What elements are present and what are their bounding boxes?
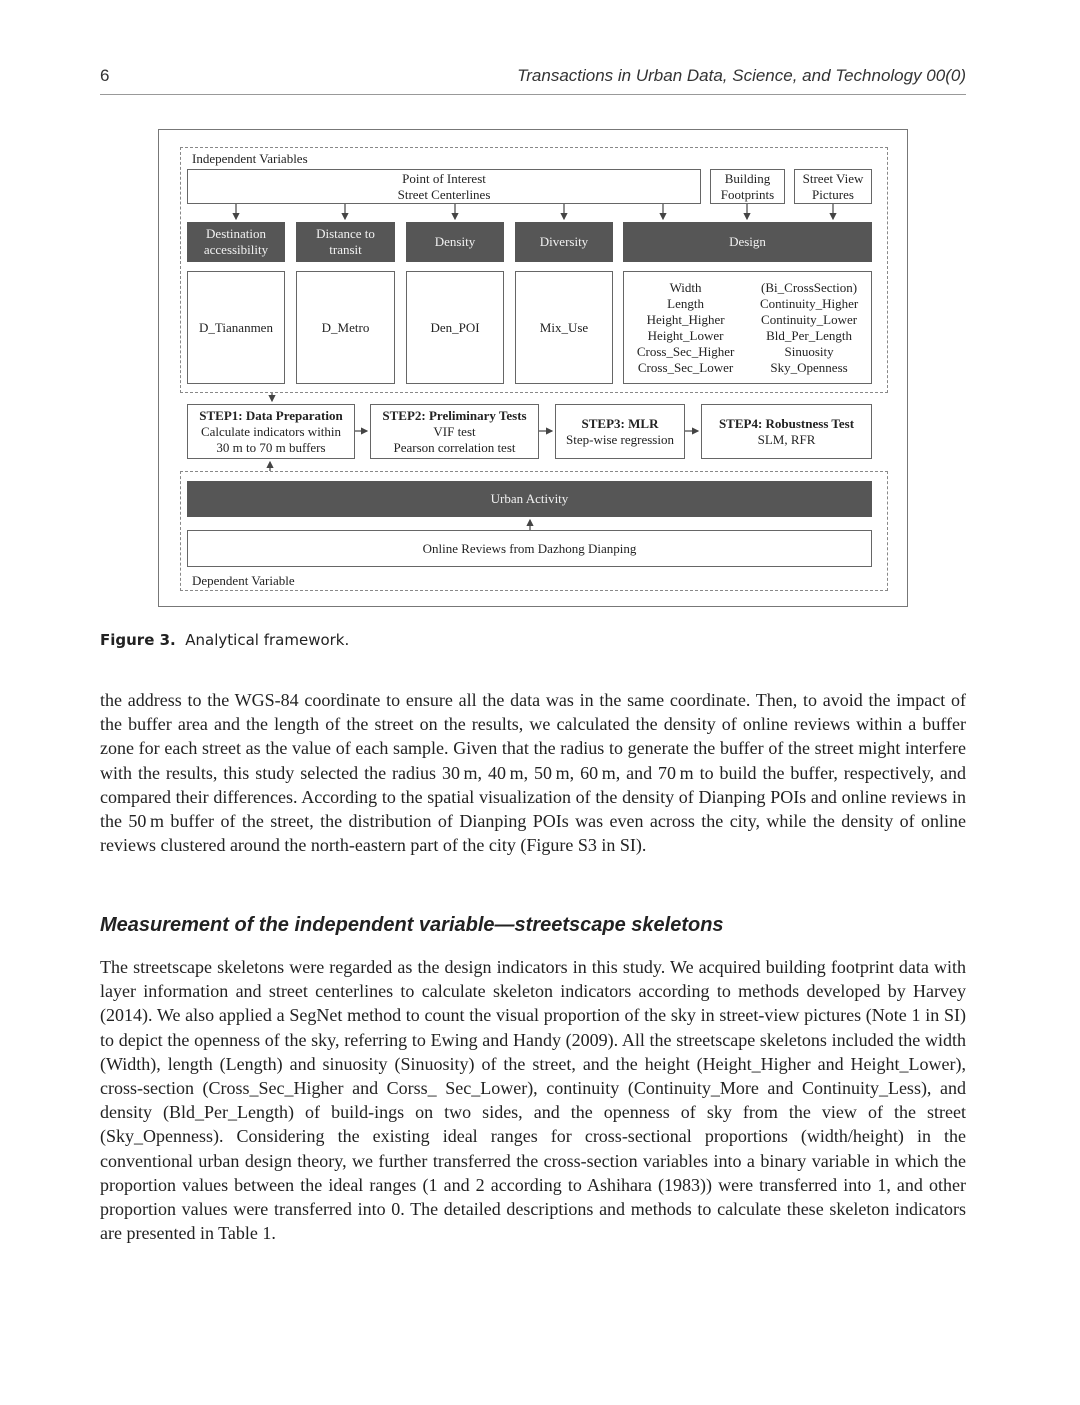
centerlines-label: Street Centerlines (397, 186, 491, 202)
step-title: STEP1: Data Preparation (199, 407, 343, 423)
step-line: SLM, RFR (757, 431, 816, 447)
online-reviews-label: Online Reviews from Dazhong Dianping (422, 540, 637, 556)
category-label-line: Destination (206, 226, 266, 241)
category-label-line: Design (729, 234, 766, 249)
indicator-label: D_Tiananmen (199, 319, 273, 335)
design-indicator: Sky_Openness (770, 359, 848, 375)
design-indicator: Width (669, 279, 702, 295)
step-title: STEP4: Robustness Test (718, 415, 855, 431)
dependent-variable-label: Dependent Variable (192, 573, 295, 588)
category-label-line: Distance to (316, 226, 375, 241)
step-line: VIF test (433, 423, 476, 439)
indicator-label: Mix_Use (539, 319, 589, 335)
journal-title: Transactions in Urban Data, Science, and Technology 00(0) (517, 66, 966, 85)
section-heading: Measurement of the independent variable—streetscape skeletons (100, 914, 724, 936)
footprints-label: Footprints (720, 186, 775, 202)
analytical-framework-figure (0, 0, 1080, 620)
category-label-line: accessibility (203, 242, 269, 257)
design-indicator: (Bi_CrossSection) (761, 279, 858, 295)
step-line: Pearson correlation test (393, 439, 516, 455)
body-paragraph-1: the address to the WGS-84 coordinate to ensure all the data was in the same coordinate. Then, to avoid the impact of the buffer area and the length of the street on the results, we calculated the density of online reviews within a buffer zone for each street as the value of each sample. Given that the radius to generate the buffer of the street might interfere with the results, this study selected the radius 30 m, 40 m, 50 m, 60 m, and 70 m to build the buffer, respectively, and compared their differences. According to the spatial visualization of the density of Dianping POIs and online reviews in the 50 m buffer of the street, the distribution of Dianping POIs was even across the city, while the density of online reviews clustered around the north-eastern part of the city (Figure S3 in SI). (100, 690, 966, 856)
design-indicator: Cross_Sec_Higher (636, 343, 735, 359)
poi-label: Point of Interest (402, 170, 486, 186)
urban-activity-label: Urban Activity (490, 491, 569, 506)
figure-caption (100, 631, 349, 649)
step-line: 30 m to 70 m buffers (216, 439, 326, 455)
indicator-label: Den_POI (430, 319, 480, 335)
pictures-label: Pictures (812, 186, 854, 202)
page-number: 6 (100, 66, 110, 85)
design-indicator: Continuity_Higher (759, 295, 859, 311)
design-indicator: Height_Higher (646, 311, 725, 327)
design-indicator: Cross_Sec_Lower (637, 359, 734, 375)
step-title: STEP2: Preliminary Tests (382, 407, 527, 423)
figure-caption-label: Figure 3. (100, 631, 176, 649)
indicator-label: D_Metro (321, 319, 370, 335)
step-line: Step-wise regression (566, 431, 674, 447)
category-label-line: Density (434, 234, 476, 249)
design-indicator: Length (667, 295, 704, 311)
design-indicator: Sinuosity (784, 343, 834, 359)
category-label-line: Diversity (539, 234, 589, 249)
figure-arrows (0, 0, 1080, 620)
design-indicator: Bld_Per_Length (766, 327, 853, 343)
streetview-label: Street View (802, 170, 864, 186)
step-line: Calculate indicators within (200, 423, 342, 439)
design-indicator: Height_Lower (647, 327, 724, 343)
independent-variables-label: Independent Variables (192, 151, 308, 166)
building-label: Building (724, 170, 771, 186)
body-paragraph-2: The streetscape skeletons were regarded as the design indicators in this study. We acquired building footprint data with layer information and street centerlines to calculate skeleton indicators according to methods developed by Harvey (2014). We also applied a SegNet method to count the visual proportion of the sky in street-view pictures (Note 1 in SI) to depict the openness of the sky, referring to Ewing and Handy (2009). All the streetscape skeletons included the width (Width), length (Length) and sinuosity (Sinuosity) of the street, and the height (Height_Higher and Height_Lower), cross-section (Cross_Sec_Higher and Corss_ Sec_Lower), continuity (Continuity_More and Continuity_Less), and density (Bld_Per_Length) of build-ings on two sides, and the openness of sky from the view of the street (Sky_Openness). Considering the existing ideal ranges for cross-sectional proportions (width/height) in the conventional urban design theory, we further transferred the cross-section variables into a binary variable in which the proportion values between the ideal ranges (1 and 2 according to Ashihara (1983)) were transferred into 1, and other proportion values were transferred into 0. The detailed descriptions and methods to calculate these skeleton indicators are presented in Table 1. (100, 957, 966, 1244)
step-title: STEP3: MLR (581, 415, 659, 431)
category-label-line: transit (329, 242, 362, 257)
figure-caption-text: Analytical framework. (185, 631, 350, 649)
design-indicator: Continuity_Lower (761, 311, 858, 327)
